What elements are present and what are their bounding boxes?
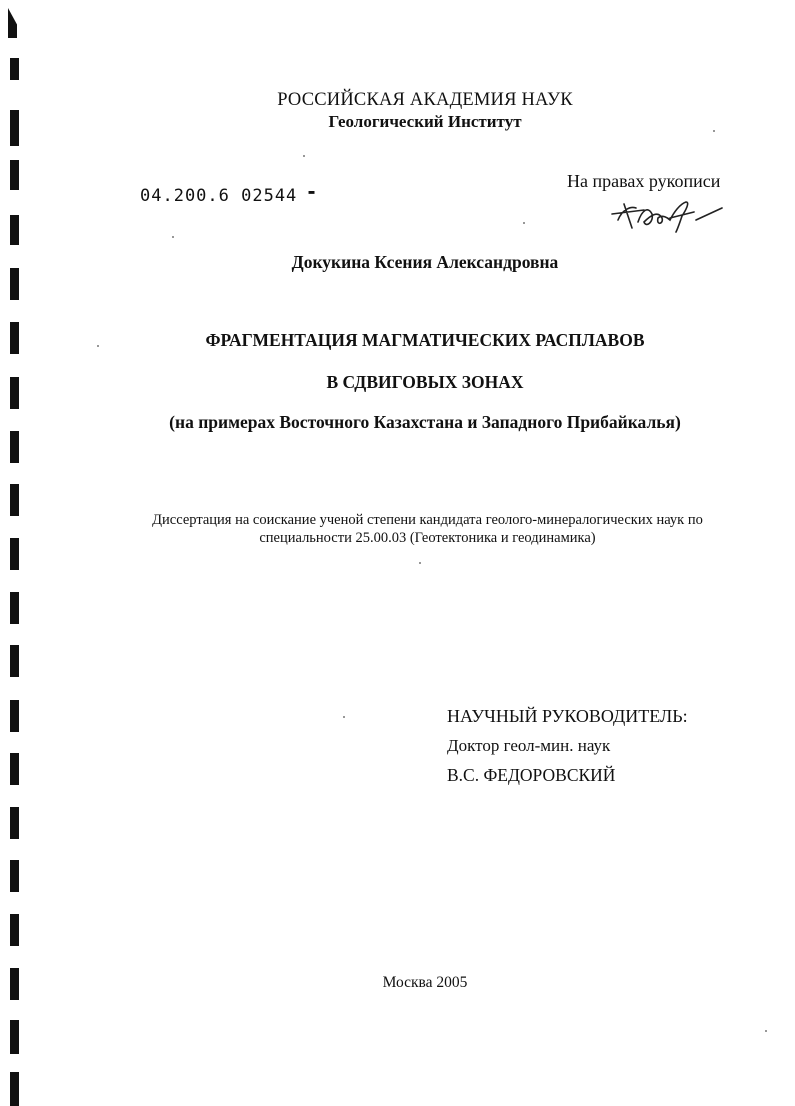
scan-speck [419, 562, 421, 564]
title-subtitle: (на примерах Восточного Казахстана и Западного Прибайкалья) [169, 412, 681, 432]
place-year: Москва 2005 [382, 974, 468, 991]
binding-mark [10, 914, 19, 946]
scan-speck [523, 222, 525, 224]
organization-name: РОССИЙСКАЯ АКАДЕМИЯ НАУК [277, 90, 573, 110]
scan-speck [765, 1030, 767, 1032]
binding-mark [8, 8, 17, 38]
title-line-1: ФРАГМЕНТАЦИЯ МАГМАТИЧЕСКИХ РАСПЛАВОВ [205, 330, 645, 350]
binding-mark [10, 753, 19, 785]
scan-speck [303, 155, 305, 157]
binding-mark [10, 215, 19, 245]
binding-mark [10, 807, 19, 839]
title-line-2: В СДВИГОВЫХ ЗОНАХ [326, 372, 524, 392]
binding-mark [10, 1072, 19, 1106]
binding-mark [10, 860, 19, 892]
dissertation-note: Диссертация на соискание ученой степени кандидата геолого-минералогических наук по специальности 25.00.03 (Геотектоника и геодинамика) [152, 512, 703, 546]
binding-mark [10, 592, 19, 624]
binding-mark [10, 700, 19, 732]
scan-speck [343, 716, 345, 718]
signature-icon [610, 196, 730, 236]
supervisor-heading: НАУЧНЫЙ РУКОВОДИТЕЛЬ: [447, 706, 688, 726]
scan-speck [172, 236, 174, 238]
manuscript-note: На правах рукописи [567, 171, 721, 191]
binding-mark [10, 160, 19, 190]
supervisor-degree: Доктор геол-мин. наук [447, 736, 611, 755]
binding-mark [10, 645, 19, 677]
institute-name: Геологический Институт [328, 112, 522, 131]
binding-mark [10, 58, 19, 80]
binding-mark [10, 431, 19, 463]
binding-mark [10, 484, 19, 516]
author-name: Докукина Ксения Александровна [291, 252, 559, 272]
binding-mark [10, 1020, 19, 1054]
binding-mark [10, 538, 19, 570]
registration-stamp: 04.200.6 02544 ▬ [140, 186, 316, 206]
supervisor-name: В.С. ФЕДОРОВСКИЙ [447, 765, 616, 785]
